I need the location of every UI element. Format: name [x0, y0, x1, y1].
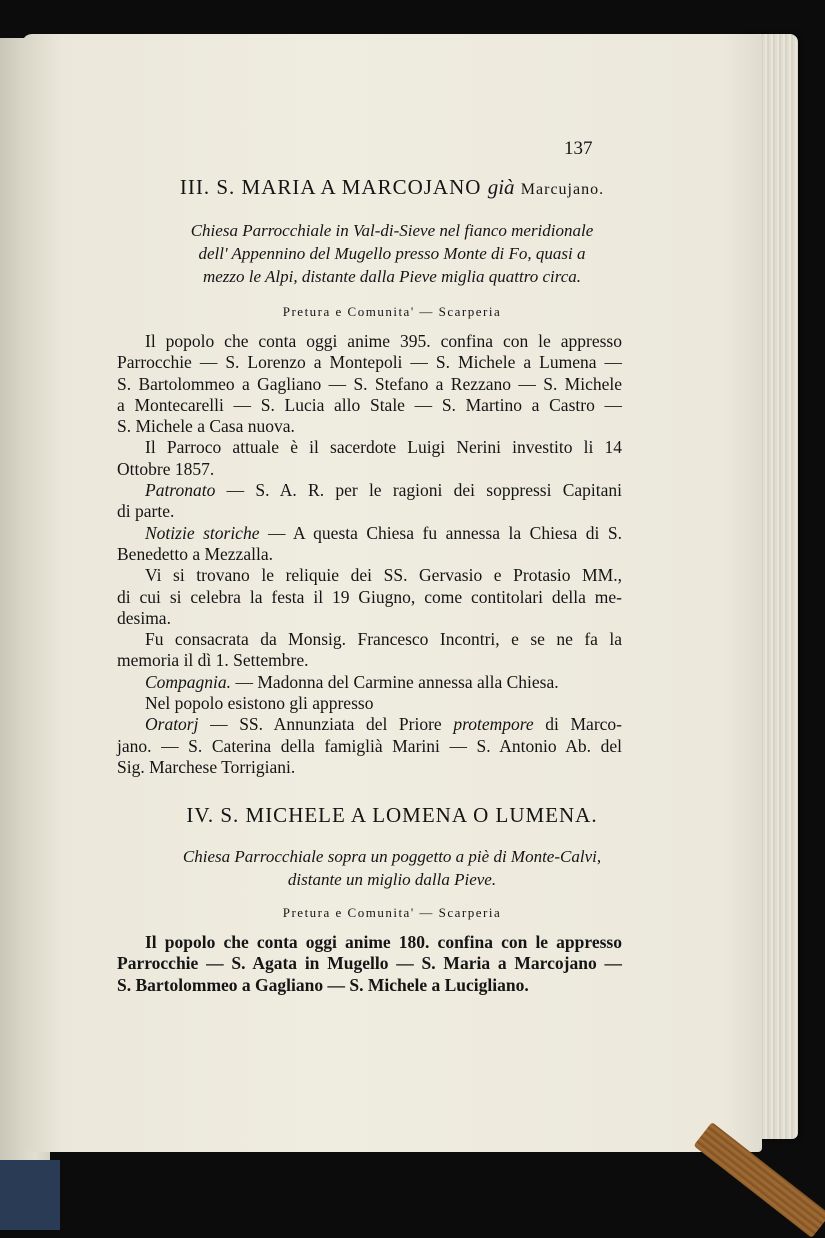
text-line: di parte.	[117, 501, 175, 522]
text-line: Notizie storiche — A questa Chiesa fu annessa la Chiesa di S.	[145, 522, 622, 543]
section-4-subheading: Pretura e Comunita' — Scarperia	[282, 905, 502, 920]
section-3-body	[117, 331, 622, 778]
background-object	[0, 1160, 60, 1230]
text-line: S. Bartolommeo a Gagliano — S. Stefano a Rezzano — S. Michele	[117, 373, 622, 394]
text-line: Vi si trovano le reliquie dei SS. Gervasio e Protasio MM.,	[145, 565, 622, 586]
text-line: S. Bartolommeo a Gagliano — S. Michele a Lucigliano.	[117, 974, 529, 995]
book-page	[22, 34, 762, 1152]
text-line: Fu consacrata da Monsig. Francesco Incontri, e se ne fa la	[145, 629, 622, 650]
section-3-description: Chiesa Parrocchiale in Val-di-Sieve nel fianco meridionale dell' Appennino del Mugello presso Monte di Fo, quasi a mezzo le Alpi, distante dalla Pieve miglia quattro circa.	[190, 221, 594, 286]
text-line: a Montecarelli — S. Lucia allo Stale — S. Martino a Castro —	[117, 394, 622, 415]
text-line: Ottobre 1857.	[117, 458, 215, 479]
text-line: Oratorj — SS. Annunziata del Priore protempore di Marco-	[145, 714, 622, 735]
text-line: Parrocchie — S. Lorenzo a Montepoli — S. Michele a Lumena —	[117, 352, 622, 373]
section-4-title: IV. S. MICHELE A LOMENA O LUMENA.	[186, 803, 598, 827]
text-line: Parrocchie — S. Agata in Mugello — S. Maria a Marcojano —	[117, 953, 622, 974]
section-4-body	[117, 932, 622, 996]
text-line: memoria il dì 1. Settembre.	[117, 650, 309, 671]
text-line: Benedetto a Mezzalla.	[117, 543, 273, 564]
text-line: jano. — S. Caterina della famiglià Marini — S. Antonio Ab. del	[117, 735, 622, 756]
page-number: 137	[564, 138, 593, 159]
text-line: Patronato — S. A. R. per le ragioni dei soppressi Capitani	[145, 480, 622, 501]
text-line: desima.	[117, 607, 171, 628]
text-line: Il popolo che conta oggi anime 395. confina con le appresso	[145, 331, 622, 351]
section-3-title: III. S. MARIA A MARCOJANO già Marcujano.	[179, 175, 605, 199]
text-line: S. Michele a Casa nuova.	[117, 416, 295, 437]
text-line: Il Parroco attuale è il sacerdote Luigi Nerini investito li 14	[145, 437, 622, 458]
text-line: Il popolo che conta oggi anime 180. confina con le appresso	[145, 932, 622, 952]
text-line: Sig. Marchese Torrigiani.	[117, 756, 296, 777]
text-line: di cui si celebra la festa il 19 Giugno, come contitolari della me-	[117, 586, 622, 607]
section-4-description: Chiesa Parrocchiale sopra un poggetto a piè di Monte-Calvi, distante un miglio dalla Pieve.	[182, 847, 602, 889]
text-line: Nel popolo esistono gli appresso	[145, 693, 374, 714]
text-line: Compagnia. — Madonna del Carmine annessa alla Chiesa.	[145, 671, 559, 692]
section-3-subheading: Pretura e Comunita' — Scarperia	[282, 304, 502, 319]
